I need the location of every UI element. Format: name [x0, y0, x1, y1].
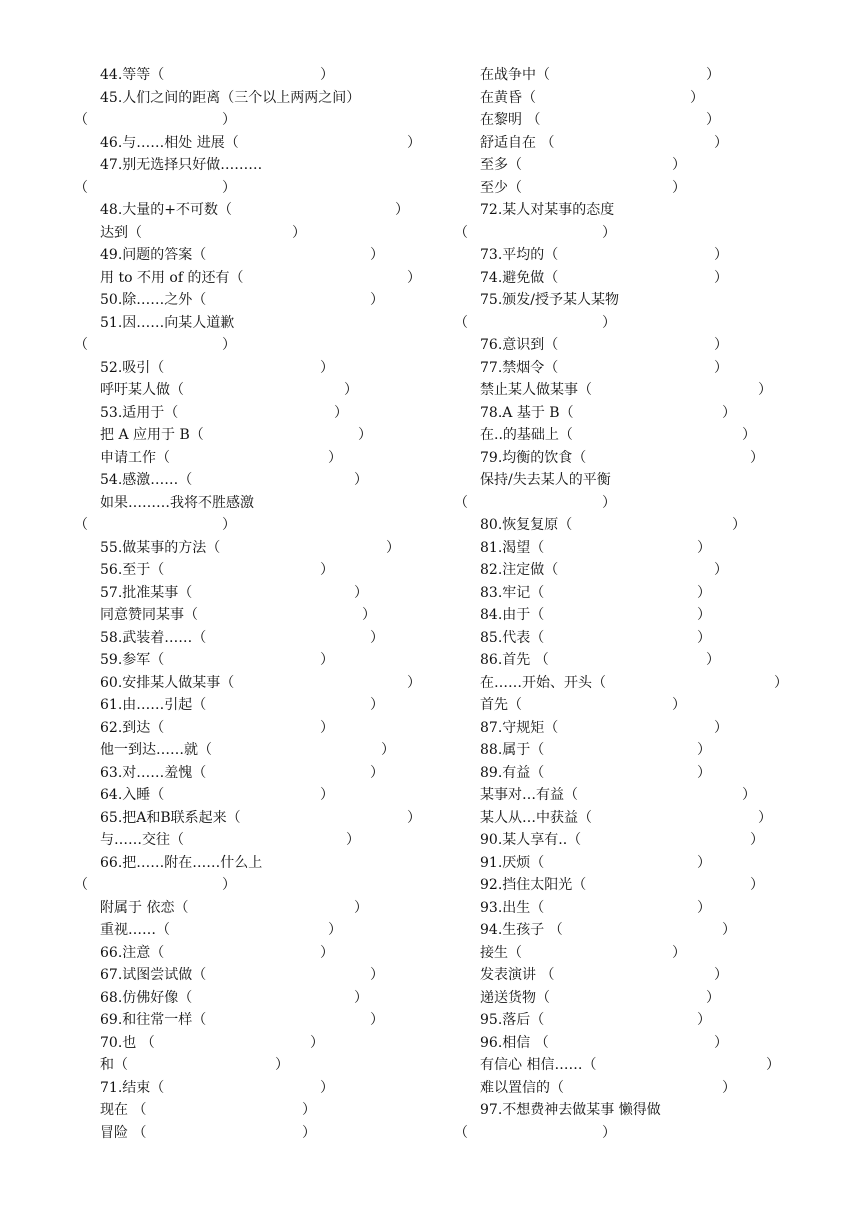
worksheet-line [454, 447, 834, 470]
worksheet-line [454, 222, 834, 245]
worksheet-line [454, 964, 834, 987]
line-text: 某人从…中获益（ [480, 809, 592, 826]
line-text: 91.厌烦（ [480, 854, 545, 871]
worksheet-line [454, 717, 834, 740]
line-text: 68.仿佛好像（ [100, 989, 193, 1006]
worksheet-line [454, 132, 834, 155]
answer-blank-close[interactable]: ） [714, 134, 728, 151]
answer-blank-close[interactable]: ） [354, 899, 368, 916]
worksheet-line [454, 379, 834, 402]
answer-blank-close[interactable]: ） [302, 1102, 316, 1118]
line-text: 有信心 相信……（ [480, 1057, 597, 1073]
line-text: 至少（ [480, 179, 522, 196]
answer-blank-close[interactable]: ） [354, 989, 368, 1006]
answer-blank-close[interactable]: ） [370, 292, 384, 308]
answer-blank-close[interactable]: ） [320, 719, 334, 736]
answer-blank-close[interactable]: ） [722, 922, 736, 938]
line-text: 在……开始、开头（ [480, 674, 606, 691]
answer-blank-close[interactable]: ） [222, 877, 236, 893]
worksheet-line [454, 627, 834, 650]
worksheet-line [454, 1077, 834, 1100]
answer-blank-close[interactable]: ） [714, 967, 728, 983]
worksheet-line [74, 514, 444, 537]
line-text: 至多（ [480, 157, 522, 173]
line-text: 74.避免做（ [480, 269, 559, 286]
line-text: 87.守规矩（ [480, 719, 559, 736]
line-text: 54.感激……（ [100, 472, 193, 488]
answer-blank-close[interactable]: ） [697, 854, 711, 871]
answer-blank-close[interactable]: ） [354, 584, 368, 601]
line-text: 某事对…有益（ [480, 787, 578, 803]
line-text: 达到（ [100, 224, 142, 241]
answer-blank-close[interactable]: ） [292, 224, 306, 241]
worksheet-line [74, 694, 444, 717]
answer-blank-close[interactable]: ） [358, 427, 372, 443]
line-text: 75.颁发/授予某人某物 [480, 292, 619, 308]
worksheet-line [454, 582, 834, 605]
line-text: 冒险 （ [100, 1124, 147, 1141]
line-text: 47.别无选择只好做……… [100, 157, 263, 173]
worksheet-line [454, 154, 834, 177]
answer-blank-close[interactable]: ） [750, 449, 764, 466]
answer-blank-close[interactable]: ） [697, 764, 711, 781]
answer-blank-close[interactable]: ） [722, 1079, 736, 1096]
answer-blank-close[interactable]: ） [320, 562, 334, 578]
line-text: （ [74, 112, 88, 128]
line-text: 76.意识到（ [480, 337, 559, 353]
line-text: 递送货物（ [480, 989, 550, 1006]
line-text: 90.某人享有..（ [480, 832, 582, 848]
worksheet-line [454, 672, 834, 695]
answer-blank-close[interactable]: ） [222, 517, 236, 533]
worksheet-line [454, 1122, 834, 1145]
answer-blank-close[interactable]: ） [758, 382, 772, 398]
worksheet-line [454, 469, 834, 492]
line-text: 舒适自在 （ [480, 134, 555, 151]
line-text: 同意赞同某事（ [100, 607, 198, 623]
answer-blank-close[interactable]: ） [222, 112, 236, 128]
worksheet-line [454, 987, 834, 1010]
line-text: 83.牢记（ [480, 584, 545, 601]
answer-blank-close[interactable]: ） [370, 247, 384, 263]
worksheet-line [454, 762, 834, 785]
answer-blank-close[interactable]: ） [672, 157, 686, 173]
answer-blank-close[interactable]: ） [706, 112, 720, 128]
worksheet-line [454, 829, 834, 852]
worksheet-line [74, 852, 444, 875]
answer-blank-close[interactable]: ） [222, 179, 236, 196]
answer-blank-close[interactable]: ） [706, 989, 720, 1006]
answer-blank-close[interactable]: ） [672, 697, 686, 713]
answer-blank-close[interactable]: ） [354, 472, 368, 488]
answer-blank-close[interactable]: ） [370, 764, 384, 781]
worksheet-line [74, 739, 444, 762]
line-text: 63.对……羞愧（ [100, 764, 207, 781]
worksheet-line [74, 109, 444, 132]
worksheet-line [74, 874, 444, 897]
answer-blank-close[interactable]: ） [320, 944, 334, 961]
line-text: 发表演讲 （ [480, 967, 555, 983]
line-text: 66.注意（ [100, 944, 165, 961]
line-text: 80.恢复复原（ [480, 517, 573, 533]
answer-blank-close[interactable]: ） [714, 359, 728, 376]
worksheet-line [454, 492, 834, 515]
worksheet-line [74, 177, 444, 200]
worksheet-line [454, 1054, 834, 1077]
worksheet-line [74, 469, 444, 492]
answer-blank-close[interactable]: ） [407, 269, 421, 286]
answer-blank-close[interactable]: ） [302, 1124, 316, 1141]
answer-blank-close[interactable]: ） [732, 517, 746, 533]
line-text: 46.与……相处 进展（ [100, 134, 239, 151]
line-text: 70.也 （ [100, 1034, 155, 1051]
answer-blank-close[interactable]: ） [386, 539, 400, 556]
answer-blank-close[interactable]: ） [328, 449, 342, 466]
answer-blank-close[interactable]: ） [697, 629, 711, 646]
worksheet-line [454, 784, 834, 807]
line-text: 60.安排某人做某事（ [100, 674, 235, 691]
line-text: 57.批准某事（ [100, 584, 193, 601]
answer-blank-close[interactable]: ） [697, 1012, 711, 1028]
answer-blank-close[interactable]: ） [697, 539, 711, 556]
line-text: 85.代表（ [480, 629, 545, 646]
worksheet-line [74, 649, 444, 672]
worksheet-line [74, 289, 444, 312]
line-text: （ [74, 517, 88, 533]
line-text: 44.等等（ [100, 67, 165, 83]
answer-blank-close[interactable]: ） [407, 809, 421, 826]
answer-blank-close[interactable]: ） [714, 337, 728, 353]
line-text: 53.适用于（ [100, 404, 179, 421]
worksheet-line [454, 199, 834, 222]
answer-blank-close[interactable]: ） [758, 809, 772, 826]
line-text: 77.禁烟令（ [480, 359, 559, 376]
answer-blank-close[interactable]: ） [381, 742, 395, 758]
line-text: 在黄昏（ [480, 89, 536, 106]
line-text: 66.把……附在……什么上 [100, 854, 263, 871]
worksheet-line [454, 1009, 834, 1032]
line-text: 93.出生（ [480, 899, 545, 916]
worksheet-line [454, 87, 834, 110]
line-text: 申请工作（ [100, 449, 170, 466]
worksheet-line [454, 402, 834, 425]
worksheet-line [74, 222, 444, 245]
line-text: 51.因……向某人道歉 [100, 314, 235, 331]
line-text: 48.大量的+不可数（ [100, 202, 232, 218]
worksheet-line [74, 717, 444, 740]
line-text: 59.参军（ [100, 652, 165, 668]
worksheet-line [74, 334, 444, 357]
line-text: 82.注定做（ [480, 562, 559, 578]
answer-blank-close[interactable]: ） [328, 922, 342, 938]
answer-blank-close[interactable]: ） [346, 832, 360, 848]
answer-blank-close[interactable]: ） [714, 562, 728, 578]
line-text: 81.渴望（ [480, 539, 545, 556]
line-text: 50.除……之外（ [100, 292, 207, 308]
worksheet-line [454, 1032, 834, 1055]
worksheet-line [454, 537, 834, 560]
answer-blank-close[interactable]: ） [697, 607, 711, 623]
line-text: 88.属于（ [480, 742, 545, 758]
line-text: 56.至于（ [100, 562, 165, 578]
answer-blank-close[interactable]: ） [334, 404, 348, 421]
worksheet-line [74, 987, 444, 1010]
worksheet-line [454, 807, 834, 830]
worksheet-line [74, 559, 444, 582]
worksheet-line [74, 424, 444, 447]
worksheet-line [454, 874, 834, 897]
worksheet-line [74, 1122, 444, 1145]
answer-blank-close[interactable]: ） [320, 787, 334, 803]
line-text: 84.由于（ [480, 607, 545, 623]
worksheet-line [74, 87, 444, 110]
line-text: 接生（ [480, 944, 522, 961]
worksheet-line [74, 267, 444, 290]
line-text: 79.均衡的饮食（ [480, 449, 587, 466]
answer-blank-close[interactable]: ） [407, 674, 421, 691]
worksheet-line [454, 919, 834, 942]
answer-blank-close[interactable]: ） [766, 1057, 780, 1073]
worksheet-line [74, 1054, 444, 1077]
worksheet-line [74, 447, 444, 470]
answer-blank-close[interactable]: ） [320, 67, 334, 83]
answer-blank-close[interactable]: ） [697, 584, 711, 601]
worksheet-line [454, 312, 834, 335]
answer-blank-close[interactable]: ） [742, 787, 756, 803]
right-column [454, 64, 834, 1144]
line-text: 64.入睡（ [100, 787, 165, 803]
line-text: 97.不想费神去做某事 懒得做 [480, 1102, 661, 1118]
answer-blank-close[interactable]: ） [602, 494, 616, 511]
worksheet-line [454, 267, 834, 290]
line-text: 现在 （ [100, 1102, 147, 1118]
worksheet-line [454, 514, 834, 537]
line-text: （ [74, 877, 88, 893]
answer-blank-close[interactable]: ） [602, 314, 616, 331]
answer-blank-close[interactable]: ） [672, 179, 686, 196]
worksheet-line [74, 762, 444, 785]
line-text: 附属于 依恋（ [100, 899, 189, 916]
answer-blank-close[interactable]: ） [750, 877, 764, 893]
answer-blank-close[interactable]: ） [714, 269, 728, 286]
answer-blank-close[interactable]: ） [706, 67, 720, 83]
line-text: 92.挡住太阳光（ [480, 877, 587, 893]
line-text: 86.首先 （ [480, 652, 549, 668]
answer-blank-close[interactable]: ） [275, 1057, 289, 1073]
line-text: 62.到达（ [100, 719, 165, 736]
line-text: 禁止某人做某事（ [480, 382, 592, 398]
line-text: （ [454, 494, 468, 511]
worksheet-line [454, 289, 834, 312]
answer-blank-close[interactable]: ） [370, 967, 384, 983]
worksheet-line [74, 379, 444, 402]
answer-blank-close[interactable]: ） [320, 359, 334, 376]
worksheet-line [74, 1032, 444, 1055]
line-text: 与……交往（ [100, 832, 184, 848]
worksheet-line [74, 964, 444, 987]
worksheet-line [454, 357, 834, 380]
answer-blank-close[interactable]: ） [310, 1034, 324, 1051]
line-text: 95.落后（ [480, 1012, 545, 1028]
worksheet-line [454, 64, 834, 87]
answer-blank-close[interactable]: ） [602, 1124, 616, 1141]
worksheet-line [454, 852, 834, 875]
answer-blank-close[interactable]: ） [774, 674, 788, 691]
line-text: 96.相信 （ [480, 1034, 549, 1051]
worksheet-line [74, 807, 444, 830]
line-text: 呼吁某人做（ [100, 382, 184, 398]
worksheet-line [74, 154, 444, 177]
line-text: 他一到达……就（ [100, 742, 212, 758]
line-text: 把 A 应用于 B（ [100, 427, 204, 443]
worksheet-line [454, 604, 834, 627]
answer-blank-close[interactable]: ） [714, 1034, 728, 1051]
line-text: 在..的基础上（ [480, 427, 573, 443]
answer-blank-close[interactable]: ） [714, 247, 728, 263]
line-text: 65.把A和B联系起来（ [100, 809, 241, 826]
answer-blank-close[interactable]: ） [320, 1079, 334, 1096]
worksheet-line [74, 919, 444, 942]
line-text: 首先（ [480, 697, 522, 713]
line-text: 保持/失去某人的平衡 [480, 472, 611, 488]
worksheet-line [74, 582, 444, 605]
answer-blank-close[interactable]: ） [602, 224, 616, 241]
worksheet-line [74, 492, 444, 515]
answer-blank-close[interactable]: ） [742, 427, 756, 443]
answer-blank-close[interactable]: ） [722, 404, 736, 421]
line-text: 49.问题的答案（ [100, 247, 207, 263]
worksheet-line [74, 1099, 444, 1122]
answer-blank-close[interactable]: ） [222, 337, 236, 353]
worksheet-line [454, 739, 834, 762]
worksheet-line [74, 829, 444, 852]
answer-blank-close[interactable]: ） [714, 719, 728, 736]
line-text: 69.和往常一样（ [100, 1012, 207, 1028]
answer-blank-close[interactable]: ） [370, 629, 384, 646]
worksheet-line [74, 132, 444, 155]
answer-blank-close[interactable]: ） [320, 652, 334, 668]
line-text: 如果………我将不胜感激 [100, 494, 254, 511]
worksheet-line [74, 402, 444, 425]
worksheet-line [454, 109, 834, 132]
worksheet-line [74, 537, 444, 560]
worksheet-line [74, 942, 444, 965]
line-text: （ [74, 337, 88, 353]
worksheet-line [454, 694, 834, 717]
worksheet-line [74, 897, 444, 920]
line-text: 难以置信的（ [480, 1079, 564, 1096]
worksheet-line [74, 1077, 444, 1100]
worksheet-line [454, 942, 834, 965]
line-text: 52.吸引（ [100, 359, 165, 376]
line-text: （ [454, 1124, 468, 1141]
left-column [74, 64, 444, 1144]
answer-blank-close[interactable]: ） [362, 607, 376, 623]
line-text: （ [454, 314, 468, 331]
answer-blank-close[interactable]: ） [697, 742, 711, 758]
line-text: 和（ [100, 1057, 128, 1073]
worksheet-line [454, 1099, 834, 1122]
worksheet-line [454, 897, 834, 920]
line-text: （ [454, 224, 468, 241]
worksheet-line [454, 177, 834, 200]
line-text: 45.人们之间的距离（三个以上两两之间） [100, 89, 361, 106]
worksheet-line [454, 334, 834, 357]
worksheet-line [74, 64, 444, 87]
line-text: 71.结束（ [100, 1079, 165, 1096]
line-text: 78.A 基于 B（ [480, 404, 574, 421]
line-text: 72.某人对某事的态度 [480, 202, 615, 218]
worksheet-line [74, 1009, 444, 1032]
line-text: 61.由……引起（ [100, 697, 207, 713]
answer-blank-close[interactable]: ） [395, 202, 409, 218]
line-text: 在战争中（ [480, 67, 550, 83]
answer-blank-close[interactable]: ） [344, 382, 358, 398]
worksheet-line [454, 244, 834, 267]
answer-blank-close[interactable]: ） [697, 899, 711, 916]
worksheet-line [74, 604, 444, 627]
line-text: 55.做某事的方法（ [100, 539, 221, 556]
worksheet-line [74, 627, 444, 650]
worksheet-line [454, 649, 834, 672]
worksheet-line [454, 559, 834, 582]
worksheet-line [454, 424, 834, 447]
line-text: （ [74, 179, 88, 196]
worksheet-line [74, 199, 444, 222]
worksheet-line [74, 784, 444, 807]
worksheet-line [74, 244, 444, 267]
answer-blank-close[interactable]: ） [706, 652, 720, 668]
answer-blank-close[interactable]: ） [690, 89, 704, 106]
worksheet-line [74, 672, 444, 695]
line-text: 73.平均的（ [480, 247, 559, 263]
line-text: 58.武装着……（ [100, 629, 207, 646]
line-text: 用 to 不用 of 的还有（ [100, 269, 244, 286]
answer-blank-close[interactable]: ） [370, 1012, 384, 1028]
answer-blank-close[interactable]: ） [672, 944, 686, 961]
answer-blank-close[interactable]: ） [407, 134, 421, 151]
worksheet-line [74, 312, 444, 335]
line-text: 89.有益（ [480, 764, 545, 781]
line-text: 重视……（ [100, 922, 170, 938]
line-text: 94.生孩子 （ [480, 922, 563, 938]
answer-blank-close[interactable]: ） [370, 697, 384, 713]
line-text: 67.试图尝试做（ [100, 967, 207, 983]
worksheet-line [74, 357, 444, 380]
line-text: 在黎明 （ [480, 112, 541, 128]
answer-blank-close[interactable]: ） [750, 832, 764, 848]
